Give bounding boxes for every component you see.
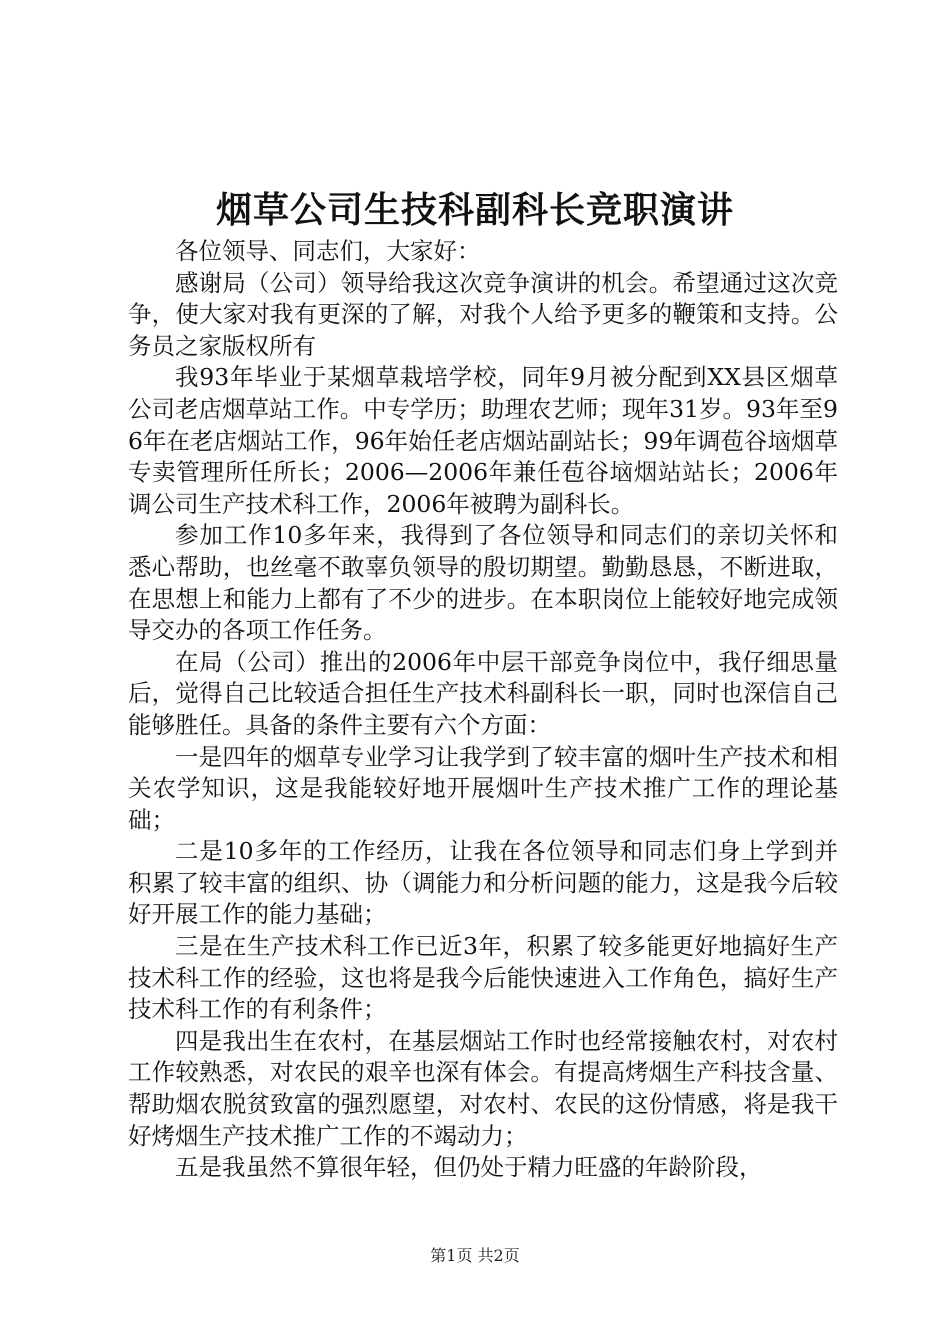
paragraph-condition-5: 五是我虽然不算很年轻，但仍处于精力旺盛的年龄阶段， xyxy=(175,1153,763,1182)
paragraph-greeting: 各位领导、同志们，大家好： xyxy=(175,237,481,265)
paragraph-background: 我93年毕业于某烟草栽培学校，同年9月被分配到XX县区烟草公司老店烟草站工作。中专学历；助理农艺师；现年31岁。93年至96年在老店烟站工作，96年始任老店烟站副站长；99年调苞谷垴烟草专卖管理所任所长；2006—2006年兼任苞谷垴烟站站长；2006年调公司生产技术科工作，2006年被聘为副科长。 xyxy=(128,363,838,518)
paragraph-thanks: 感谢局（公司）领导给我这次竞争演讲的机会。希望通过这次竞争，使大家对我有更深的了解，对我个人给予更多的鞭策和支持。公务员之家版权所有 xyxy=(128,268,838,360)
document-title: 烟草公司生技科副科长竞职演讲 xyxy=(215,189,734,231)
paragraph-condition-3: 三是在生产技术科工作已近3年，积累了较多能更好地搞好生产技术科工作的经验，这也将是我今后能快速进入工作角色，搞好生产技术科工作的有利条件； xyxy=(128,932,838,1024)
paragraph-experience: 参加工作10多年来，我得到了各位领导和同志们的亲切关怀和悉心帮助，也丝毫不敢辜负领导的殷切期望。勤勤恳恳，不断进取，在思想上和能力上都有了不少的进步。在本职岗位上能较好地完成领导交办的各项工作任务。 xyxy=(128,521,838,645)
page-footer: 第1页 共2页 xyxy=(430,1246,520,1265)
paragraph-condition-4: 四是我出生在农村，在基层烟站工作时也经常接触农村，对农村工作较熟悉，对农民的艰辛也深有体会。有提高烤烟生产科技含量、帮助烟农脱贫致富的强烈愿望，对农村、农民的这份情感，将是我干好烤烟生产技术推广工作的不竭动力； xyxy=(128,1026,838,1150)
paragraph-condition-2: 二是10多年的工作经历，让我在各位领导和同志们身上学到并积累了较丰富的组织、协（调能力和分析问题的能力，这是我今后较好开展工作的能力基础； xyxy=(128,837,838,929)
paragraph-position: 在局（公司）推出的2006年中层干部竞争岗位中，我仔细思量后，觉得自己比较适合担任生产技术科副科长一职，同时也深信自己能够胜任。具备的条件主要有六个方面： xyxy=(128,647,838,739)
document-body xyxy=(128,236,838,1184)
paragraph-condition-1: 一是四年的烟草专业学习让我学到了较丰富的烟叶生产技术和相关农学知识，这是我能较好地开展烟叶生产技术推广工作的理论基础； xyxy=(128,742,838,834)
